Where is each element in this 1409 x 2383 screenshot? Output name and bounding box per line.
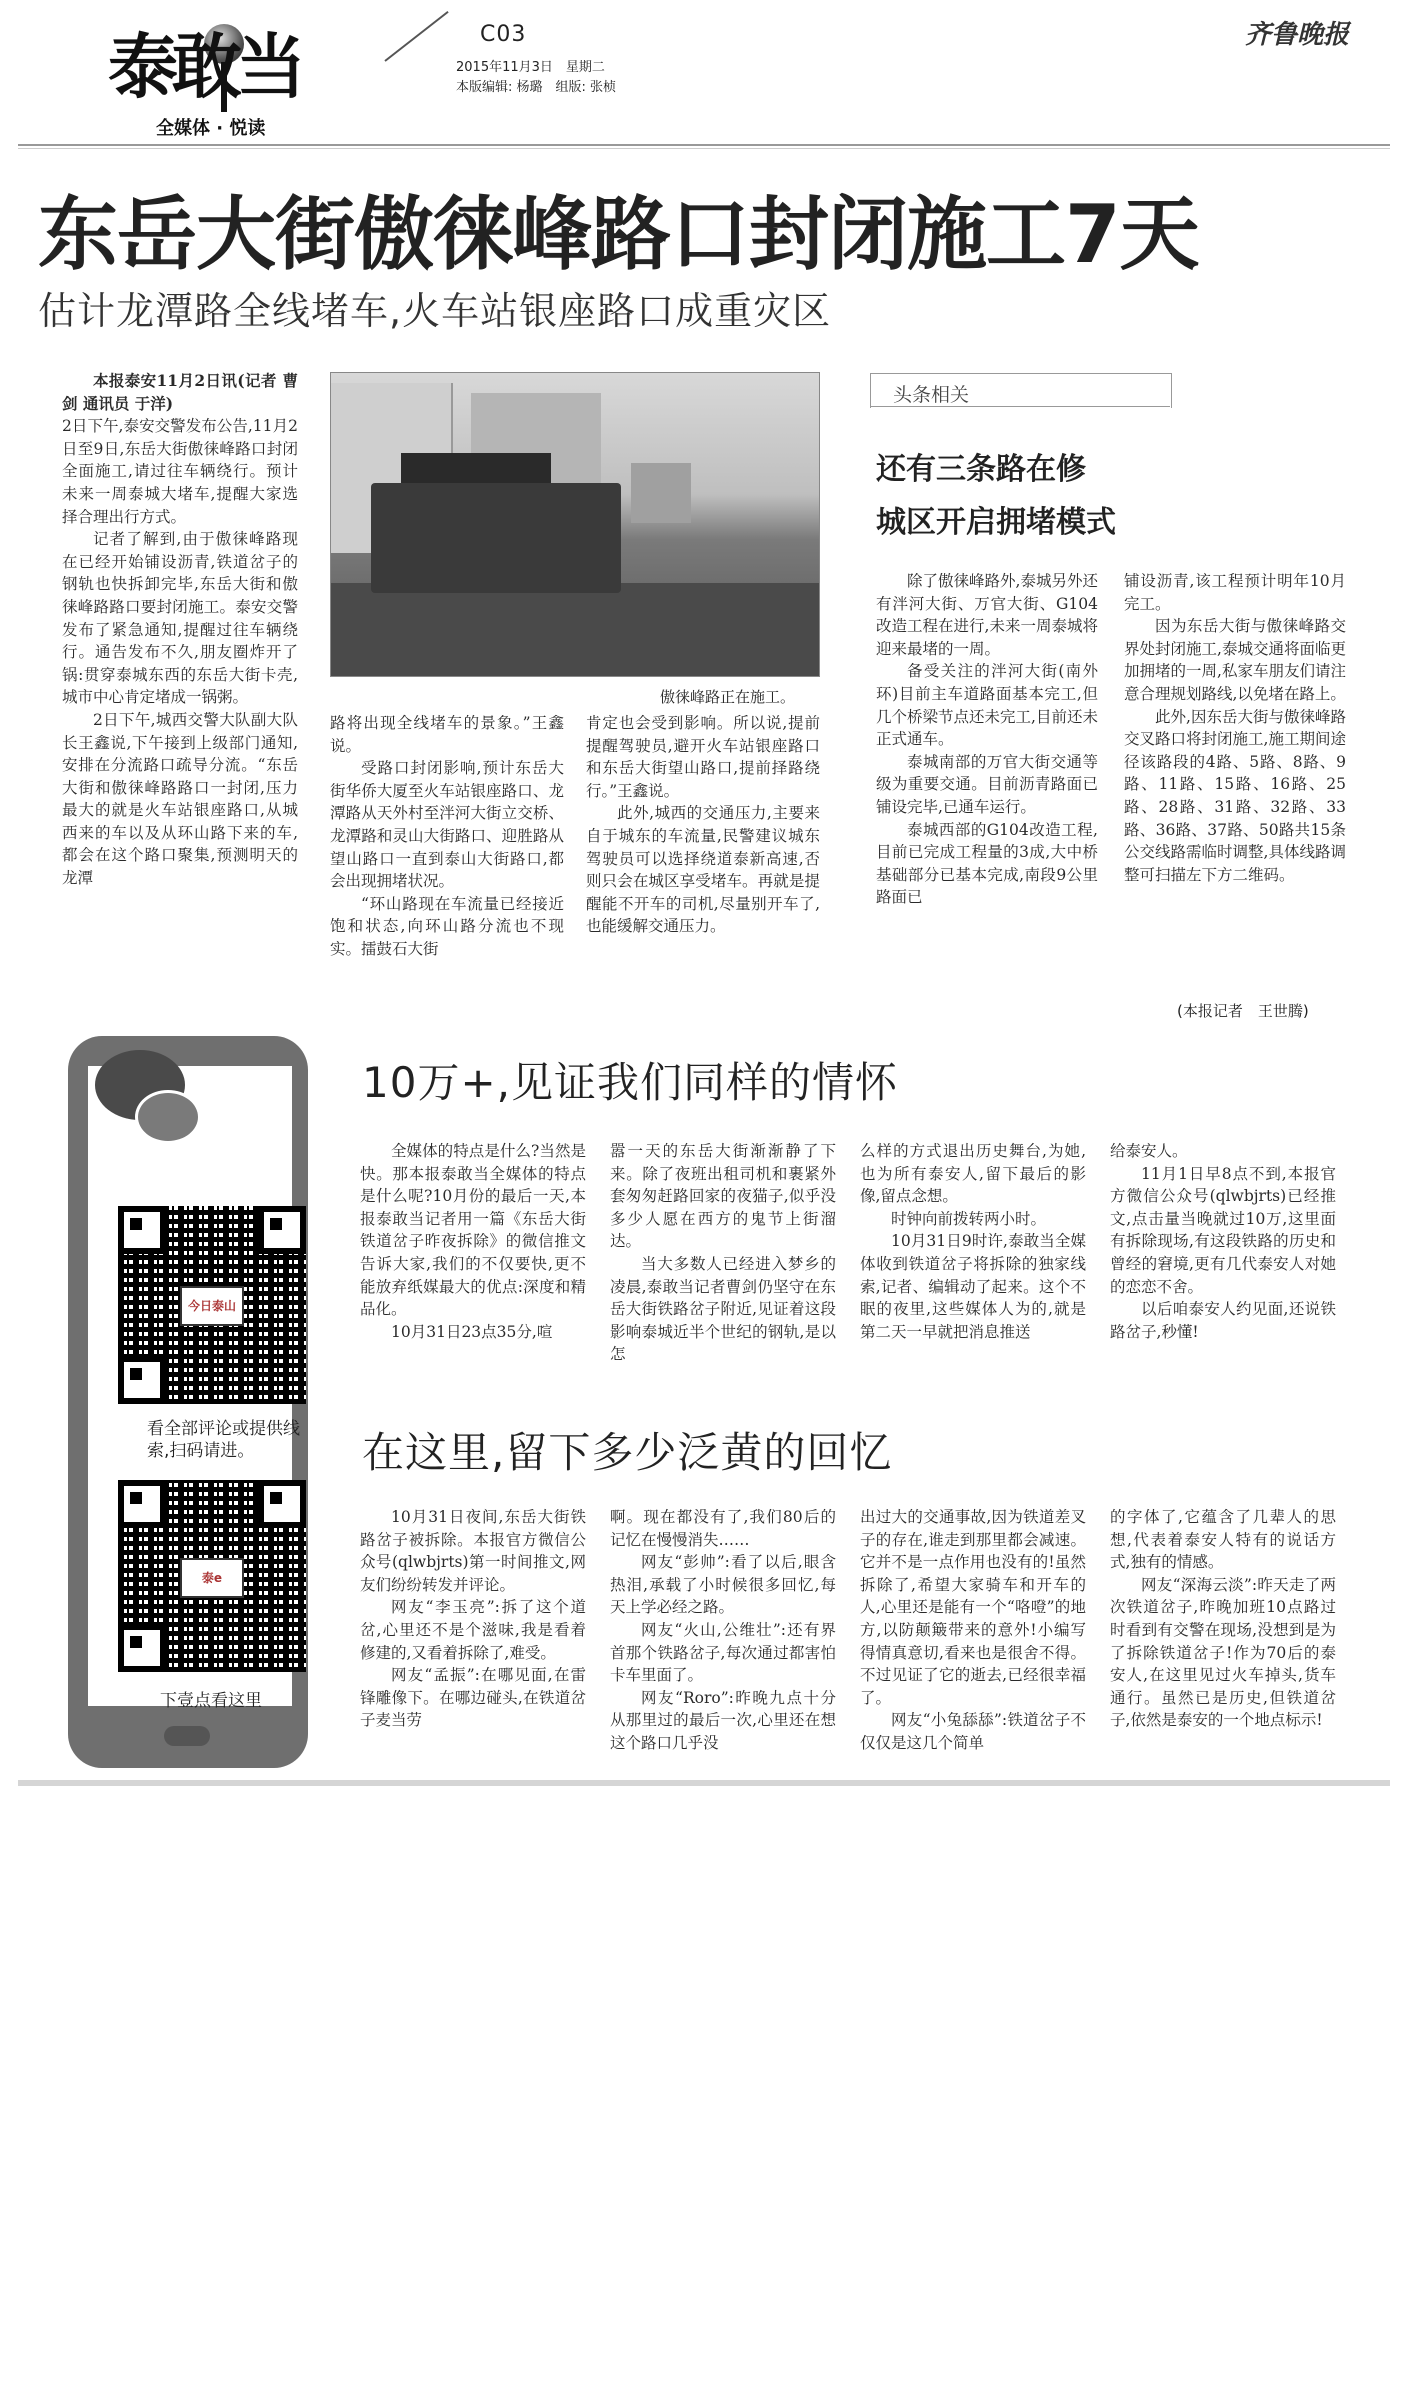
paragraph: 网友“孟振”:在哪见面,在雷锋雕像下。在哪边碰头,在铁道岔子麦当劳 (360, 1666, 586, 1730)
paragraph: 全媒体的特点是什么?当然是快。那本报泰敢当全媒体的特点是什么呢?10月份的最后一天,本报泰敢当记者用一篇《东岳大街铁道岔子昨夜拆除》的微信推文告诉大家,我们的不仅要快,更不能放弃纸媒最大的优点:深度和精品化。 (360, 1142, 586, 1319)
story2-col1 (360, 1140, 586, 1343)
photo-caption: 傲徕峰路正在施工。 (660, 688, 796, 706)
paragraph: 啊。现在都没有了,我们80后的记忆在慢慢消失…… (610, 1508, 836, 1549)
story2-col3 (860, 1140, 1086, 1343)
paragraph: 记者了解到,由于傲徕峰路现在已经开始铺设沥青,铁道岔子的钢轨也快拆卸完毕,东岳大街和傲徕峰路路口要封闭施工。泰安交警发布了紧急通知,提醒过往车辆绕行。通告发布不久,朋友圈炸开了锅:贯穿泰城东西的东岳大街卡壳,城市中心肯定堵成一锅粥。 (62, 530, 298, 707)
paragraph: 么样的方式退出历史舞台,为她,也为所有泰安人,留下最后的影像,留点念想。 (860, 1142, 1086, 1206)
paragraph: 10月31日9时许,泰敢当全媒体收到铁道岔子将拆除的独家线索,记者、编辑动了起来。这个不眠的夜里,这些媒体人为的,就是第二天一早就把消息推送 (860, 1232, 1086, 1341)
paragraph: 11月1日早8点不到,本报官方微信公众号(qlwbjrts)已经推文,点击量当晚就过10万,这里面有拆除现场,有这段铁路的历史和曾经的窘境,更有几代泰安人对她的恋恋不舍。 (1110, 1164, 1336, 1296)
sidebar-headline-line2: 城区开启拥堵模式 (876, 505, 1116, 540)
paragraph: 此外,因东岳大街与傲徕峰路交叉路口将封闭施工,施工期间途径该路段的4路、5路、8路、9路、11路、15路、16路、25路、28路、31路、32路、33路、36路、37路、50路共15条公交线路需临时调整,具体线路调整可扫描左下方二维码。 (1124, 707, 1346, 884)
masthead-divider (384, 11, 448, 62)
qr-finder (118, 1480, 166, 1528)
paragraph: 网友“火山,公维壮”:还有界首那个铁路岔子,每次通过都害怕卡车里面了。 (610, 1620, 836, 1685)
main-story-col2 (330, 712, 564, 961)
main-story-col1 (62, 370, 298, 890)
dateline: 本报泰安11月2日讯(记者 曹剑 通讯员 于洋) (62, 371, 298, 413)
issue-date: 2015年11月3日 星期二 (456, 60, 605, 75)
paragraph: 路将出现全线堵车的景象。”王鑫说。 (330, 714, 564, 755)
paragraph: 以后咱泰安人约见面,还说铁路岔子,秒懂! (1110, 1300, 1336, 1341)
paragraph: 除了傲徕峰路外,泰城另外还有泮河大街、万官大街、G104改造工程在进行,未来一周泰城将迎来最堵的一周。 (876, 572, 1098, 658)
chat-bubble-icon (135, 1090, 201, 1144)
paragraph: 时钟向前拨转两小时。 (891, 1209, 1047, 1228)
story3-headline: 在这里,留下多少泛黄的回忆 (362, 1428, 893, 1477)
paver-truck-shape (371, 483, 621, 593)
paragraph: 嚣一天的东岳大街渐渐静了下来。除了夜班出租司机和裹紧外套匆匆赶路回家的夜猫子,似乎没多少人愿在西方的鬼节上街溜达。 (610, 1142, 836, 1251)
qr-caption-wechat: 看全部评论或提供线索,扫码请进。 (147, 1419, 300, 1461)
paragraph: 给泰安人。 (1110, 1142, 1188, 1160)
sidebar-tab-label: 头条相关 (893, 384, 970, 406)
paragraph: 因为东岳大街与傲徕峰路交界处封闭施工,泰城交通将面临更加拥堵的一周,私家车朋友们请注意合理规划路线,以免堵在路上。 (1124, 617, 1346, 703)
header-rule-thin (18, 148, 1390, 149)
paragraph: 10月31日夜间,东岳大街铁路岔子被拆除。本报官方微信公众号(qlwbjrts)第一时间推文,网友们纷纷转发并评论。 (360, 1508, 586, 1594)
paper-name: 齐鲁晚报 (1245, 20, 1350, 50)
paragraph: 网友“小兔舔舔”:铁道岔子不仅仅是这几个简单 (860, 1711, 1086, 1752)
qr-logo: 今日泰山 (180, 1286, 244, 1326)
main-headline: 东岳大街傲徕峰路口封闭施工7天 (38, 188, 1199, 281)
qr-finder (118, 1356, 166, 1404)
story2-headline: 10万+,见证我们同样的情怀 (362, 1058, 898, 1107)
qr-finder (118, 1206, 166, 1254)
page-number: C03 (480, 22, 527, 47)
main-subheadline: 估计龙潭路全线堵车,火车站银座路口成重灾区 (38, 289, 832, 333)
paragraph: 泰城南部的万官大街交通等级为重要交通。目前沥青路面已铺设完毕,已通车运行。 (876, 752, 1098, 816)
story3-col1 (360, 1506, 586, 1732)
paragraph: 备受关注的泮河大街(南外环)目前主车道路面基本完工,但几个桥梁节点还未完工,目前还未正式通车。 (876, 662, 1098, 749)
story2-col2 (610, 1140, 836, 1366)
sidebar-tab (870, 373, 1172, 408)
story3-col4 (1110, 1506, 1336, 1732)
paragraph: 泰城西部的G104改造工程,目前已完成工程量的3成,大中桥基础部分已基本完成,南段9公里路面已 (876, 820, 1098, 907)
sidebar-headline (876, 443, 1116, 549)
paragraph: 2日下午,泰安交警发布公告,11月2日至9日,东岳大街傲徕峰路口封闭全面施工,请过往车辆绕行。预计未来一周泰城大堵车,提醒大家选择合理出行方式。 (62, 417, 298, 526)
qr-code-wechat[interactable] (118, 1206, 306, 1404)
main-story-col3 (586, 712, 820, 938)
story2-col4 (1110, 1140, 1336, 1343)
issue-meta (456, 58, 616, 98)
story3-col2 (610, 1506, 836, 1755)
logo-subtitle: 全媒体 · 悦读 (156, 118, 266, 139)
qr-code-app[interactable] (118, 1480, 306, 1672)
paragraph: 当大多数人已经进入梦乡的凌晨,泰敢当记者曹剑仍坚守在东岳大街铁路岔子附近,见证着这段影响泰城近半个世纪的钢轨,是以怎 (610, 1254, 836, 1364)
sidebar-col1 (876, 570, 1098, 909)
paragraph: “环山路现在车流量已经接近饱和状态,向环山路分流也不现实。擂鼓石大街 (330, 894, 564, 958)
construction-photo (330, 372, 820, 677)
home-button-icon (164, 1726, 210, 1746)
qr-logo: 泰e (180, 1558, 244, 1598)
paragraph: 10月31日23点35分,喧 (391, 1322, 553, 1341)
sidebar-byline: (本报记者 王世腾) (1177, 1002, 1309, 1020)
building-shape (631, 463, 691, 523)
paragraph: 此外,城西的交通压力,主要来自于城东的车流量,民警建议城东驾驶员可以选择绕道泰新高速,否则只会在城区享受堵车。再就是提醒能不开车的司机,尽量别开车了,也能缓解交通压力。 (586, 804, 820, 936)
paragraph: 网友“深海云淡”:昨天走了两次铁道岔子,昨晚加班10点路过时看到有交警在现场,没想到是为了拆除铁道岔子!作为70后的泰安人,在这里见过火车掉头,货车通行。虽然已是历史,但铁道岔子,依然是泰安的一个地点标示! (1110, 1575, 1336, 1730)
qr-finder (258, 1480, 306, 1528)
paragraph: 网友“彭帅”:看了以后,眼含热泪,承载了小时候很多回忆,每天上学必经之路。 (610, 1553, 836, 1617)
paragraph: 铺设沥青,该工程预计明年10月完工。 (1124, 572, 1346, 613)
road-shape (331, 583, 819, 676)
sidebar-rule (870, 406, 1170, 407)
logo-text: 泰敢当 (108, 25, 300, 108)
header-rule (18, 144, 1390, 146)
page-bottom-rule (18, 1780, 1390, 1786)
paragraph: 的字体了,它蕴含了几辈人的思想,代表着泰安人特有的说话方式,独有的情感。 (1110, 1508, 1336, 1572)
masthead-logo (108, 22, 358, 139)
paragraph: 受路口封闭影响,预计东岳大街华侨大厦至火车站银座路口、龙潭路从天外村至泮河大街立交桥、龙潭路和灵山大街路口、迎胜路从望山路口一直到泰山大街路口,都会出现拥堵状况。 (330, 759, 564, 891)
qr-finder (258, 1206, 306, 1254)
paragraph: 网友“李玉亮”:拆了这个道岔,心里还不是个滋味,我是看着修建的,又看着拆除了,难受。 (360, 1598, 586, 1662)
sidebar-headline-line1: 还有三条路在修 (876, 452, 1086, 487)
editor-credit: 本版编辑: 杨璐 组版: 张桢 (456, 80, 617, 95)
paragraph: 肯定也会受到影响。所以说,提前提醒驾驶员,避开火车站银座路口和东岳大街望山路口,提前择路绕行。”王鑫说。 (586, 714, 820, 800)
story3-col3 (860, 1506, 1086, 1755)
sidebar-col2 (1124, 570, 1346, 886)
paragraph: 网友“Roro”:昨晚九点十分从那里过的最后一次,心里还在想这个路口几乎没 (610, 1688, 836, 1752)
qr-caption-app: 下壹点看这里 (160, 1691, 262, 1711)
paragraph: 出过大的交通事故,因为铁道差叉子的存在,谁走到那里都会减速。它并不是一点作用也没有的!虽然拆除了,希望大家骑车和开车的人,心里还是能有一个“咯噔”的地方,以防颠簸带来的意外!小编写得情真意切,看来也是很舍不得。不过见证了它的逝去,已经很幸福了。 (860, 1508, 1086, 1707)
paragraph: 2日下午,城西交警大队副大队长王鑫说,下午接到上级部门通知,安排在分流路口疏导分流。“东岳大街和傲徕峰路路口一封闭,压力最大的就是火车站银座路口,从城西来的车以及从环山路下来的车,都会在这个路口聚集,预测明天的龙潭 (62, 710, 298, 888)
qr-finder (118, 1624, 166, 1672)
